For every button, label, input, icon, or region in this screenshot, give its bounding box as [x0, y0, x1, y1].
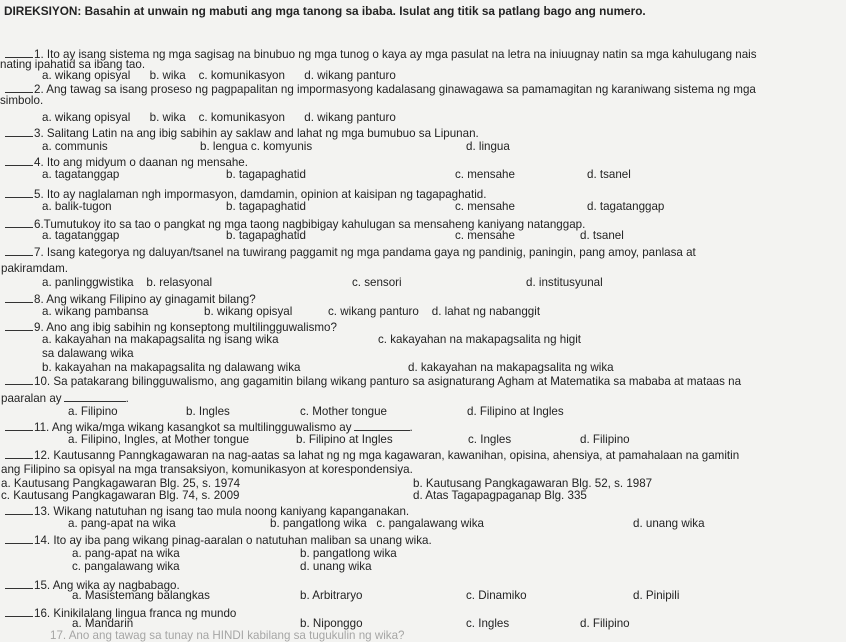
- q15-choice-c: c. Dinamiko: [466, 589, 527, 602]
- answer-blank-10[interactable]: [5, 374, 33, 385]
- q12-choice-d: d. Atas Tagapagpaganap Blg. 335: [413, 489, 587, 502]
- answer-blank-12[interactable]: [5, 448, 33, 459]
- q10-choice-a: a. Filipino: [68, 405, 118, 418]
- answer-blank-1[interactable]: [5, 47, 33, 58]
- q9-choice-a: a. kakayahan na makapagsalita ng isang wika: [42, 333, 279, 346]
- q12-choice-b: b. Kautusang Pangkagawaran Blg. 52, s. 1987: [413, 477, 653, 490]
- q16-choice-d: d. Filipino: [580, 617, 630, 630]
- question-3: 3. Salitang Latin na ang ibig sabihin ay saklaw and lahat ng mga bumubuo sa Lipunan.: [5, 126, 479, 140]
- q11-choice-d: d. Filipino: [580, 433, 630, 446]
- q4-choice-a: a. tagatanggap: [42, 168, 120, 181]
- question-14: 14. Ito ay iba pang wikang pinag-aaralan o natutuhan maliban sa unang wika.: [5, 533, 432, 547]
- question-11: 11. Ang wika/mga wikang kasangkot sa multilingguwalismo ay .: [5, 420, 413, 434]
- question-17-partial: 17. Ano ang tawag sa tunay na HINDI kabilang sa tugukulin ng wika?: [50, 629, 405, 642]
- directions: DIREKSIYON: Basahin at unwain ng mabuti ang mga tanong sa ibaba. Isulat ang titik sa patlang bago ang numero.: [4, 4, 646, 18]
- q8-choice-b: b. wikang opisyal: [204, 305, 293, 318]
- question-5: 5. Ito ay naglalaman ngh impormasyon, damdamin, opinion at kaisipan ng tagapaghatid.: [5, 187, 486, 201]
- q6-choice-a: a. tagatanggap: [42, 229, 120, 242]
- q6-choice-d: d. tsanel: [580, 229, 624, 242]
- question-1: 1. Ito ay isang sistema ng mga sagisag na binubuo ng mga tunog o kaya ay mga pasulat na letra na iniuugnay natin sa mga kahulugang nais: [5, 47, 757, 61]
- q11-choice-b: b. Filipino at Ingles: [296, 433, 393, 446]
- question-10: 10. Sa patakarang bilingguwalismo, ang gagamitin bilang wikang panturo sa asignaturang Agham at Matematika sa mababa at mataas na: [5, 374, 741, 388]
- question-4: 4. Ito ang midyum o daanan ng mensahe.: [5, 155, 248, 169]
- question-7-cont: pakiramdam.: [1, 262, 69, 275]
- q15-choice-d: d. Pinipili: [633, 589, 680, 602]
- question-16: 16. Kinikilalang lingua franca ng mundo: [5, 606, 236, 620]
- q16-choice-c: c. Ingles: [466, 617, 510, 630]
- answer-blank-8[interactable]: [5, 292, 33, 303]
- q15-choice-b: b. Arbitraryo: [300, 589, 363, 602]
- question-2-cont: simbolo.: [0, 94, 44, 107]
- question-12-cont: ang Filipino sa opisyal na mga transaksiyon, komunikasyon at korespondensiya.: [1, 463, 413, 476]
- q16-choice-a: a. Mandarin: [72, 617, 134, 630]
- question-10-cont: paaralan ay .: [1, 392, 129, 405]
- q4-choice-c: c. mensahe: [455, 168, 515, 181]
- fill-blank-10[interactable]: [64, 391, 126, 402]
- q13-choice-d: d. unang wika: [633, 517, 705, 530]
- q7-choice-ab: a. panlinggwistika b. relasyonal: [42, 276, 213, 289]
- q9-choice-d: d. kakayahan na makapagsalita ng wika: [408, 361, 614, 374]
- answer-blank-6[interactable]: [5, 217, 33, 228]
- q9-choice-c-cont: sa dalawang wika: [42, 347, 134, 360]
- question-2-choices: a. wikang opisyal b. wika c. komunikasyon d. wikang panturo: [42, 111, 396, 124]
- q13-choice-bc: b. pangatlong wika c. pangalawang wika: [270, 517, 484, 530]
- answer-blank-4[interactable]: [5, 155, 33, 166]
- q3-choice-a: a. communis: [42, 140, 108, 153]
- q14-choice-c: c. pangalawang wika: [72, 560, 180, 573]
- q5-choice-d: d. tagatanggap: [587, 200, 665, 213]
- q16-choice-b: b. Niponggo: [300, 617, 363, 630]
- q7-choice-d: d. institusyunal: [526, 276, 603, 289]
- answer-blank-3[interactable]: [5, 126, 33, 137]
- question-7: 7. Isang kategorya ng daluyan/tsanel na tuwirang paggamit ng mga pandama gaya ng pandinig, paningin, pang amoy, panlasa at: [5, 245, 696, 259]
- q4-choice-d: d. tsanel: [587, 168, 631, 181]
- answer-blank-2[interactable]: [5, 82, 33, 93]
- answer-blank-7[interactable]: [5, 245, 33, 256]
- question-12: 12. Kautusanng Panngkagawaran na nag-aatas sa lahat ng ng mga kagawaran, kawanihan, opisina, ahensiya, at pamahalaan na gamitin: [5, 448, 739, 462]
- q5-choice-c: c. mensahe: [455, 200, 515, 213]
- question-8: 8. Ang wikang Filipino ay ginagamit bilang?: [5, 292, 256, 306]
- answer-blank-5[interactable]: [5, 187, 33, 198]
- q3-choice-bc: b. lengua c. komyunis: [200, 140, 313, 153]
- question-1-cont: nating ipahatid sa ibang tao.: [0, 58, 146, 71]
- question-1-choices: a. wikang opisyal b. wika c. komunikasyon d. wikang panturo: [42, 69, 396, 82]
- answer-blank-13[interactable]: [5, 504, 33, 515]
- q9-choice-b: b. kakayahan na makapagsalita ng dalawang wika: [42, 361, 301, 374]
- q14-choice-a: a. pang-apat na wika: [72, 547, 180, 560]
- question-2: 2. Ang tawag sa isang proseso ng pagpapalitan ng impormasyong kadalasang ginawagawa sa pamamagitan ng karaniwang sistema ng mga: [5, 82, 756, 96]
- q9-choice-c: c. kakayahan na makapagsalita ng higit: [378, 333, 582, 346]
- q6-choice-c: c. mensahe: [455, 229, 515, 242]
- answer-blank-16[interactable]: [5, 606, 33, 617]
- q4-choice-b: b. tagapaghatid: [226, 168, 306, 181]
- q10-choice-d: d. Filipino at Ingles: [467, 405, 564, 418]
- q6-choice-b: b. tagapaghatid: [226, 229, 306, 242]
- q12-choice-c: c. Kautusang Pangkagawaran Blg. 74, s. 2009: [1, 489, 240, 502]
- q5-choice-a: a. balik-tugon: [42, 200, 112, 213]
- q8-choice-cd: c. wikang panturo d. lahat ng nabanggit: [328, 305, 541, 318]
- fill-blank-11[interactable]: [354, 420, 410, 431]
- question-9: 9. Ano ang ibig sabihin ng konseptong multilingguwalismo?: [5, 320, 337, 334]
- answer-blank-9[interactable]: [5, 320, 33, 331]
- q11-choice-c: c. Ingles: [468, 433, 512, 446]
- q13-choice-a: a. pang-apat na wika: [68, 517, 176, 530]
- q11-choice-a: a. Filipino, Ingles, at Mother tongue: [68, 433, 250, 446]
- q3-choice-d: d. lingua: [466, 140, 510, 153]
- q10-choice-b: b. Ingles: [186, 405, 230, 418]
- q15-choice-a: a. Masistemang balangkas: [72, 589, 210, 602]
- answer-blank-11[interactable]: [5, 420, 33, 431]
- question-6: 6.Tumutukoy ito sa tao o pangkat ng mga taong nagbibigay kahulugan sa mensaheng kaniyang natanggap.: [5, 217, 585, 231]
- q14-choice-b: b. pangatlong wika: [300, 547, 397, 560]
- q10-choice-c: c. Mother tongue: [300, 405, 388, 418]
- q14-choice-d: d. unang wika: [300, 560, 372, 573]
- question-15: 15. Ang wika ay nagbabago.: [5, 578, 180, 592]
- answer-blank-15[interactable]: [5, 578, 33, 589]
- q5-choice-b: b. tagapaghatid: [226, 200, 306, 213]
- q7-choice-c: c. sensori: [352, 276, 402, 289]
- question-13: 13. Wikang natutuhan ng isang tao mula noong kaniyang kapanganakan.: [5, 504, 409, 518]
- q8-choice-a: a. wikang pambansa: [42, 305, 149, 318]
- answer-blank-14[interactable]: [5, 533, 33, 544]
- q12-choice-a: a. Kautusang Pangkagawaran Blg. 25, s. 1974: [1, 477, 241, 490]
